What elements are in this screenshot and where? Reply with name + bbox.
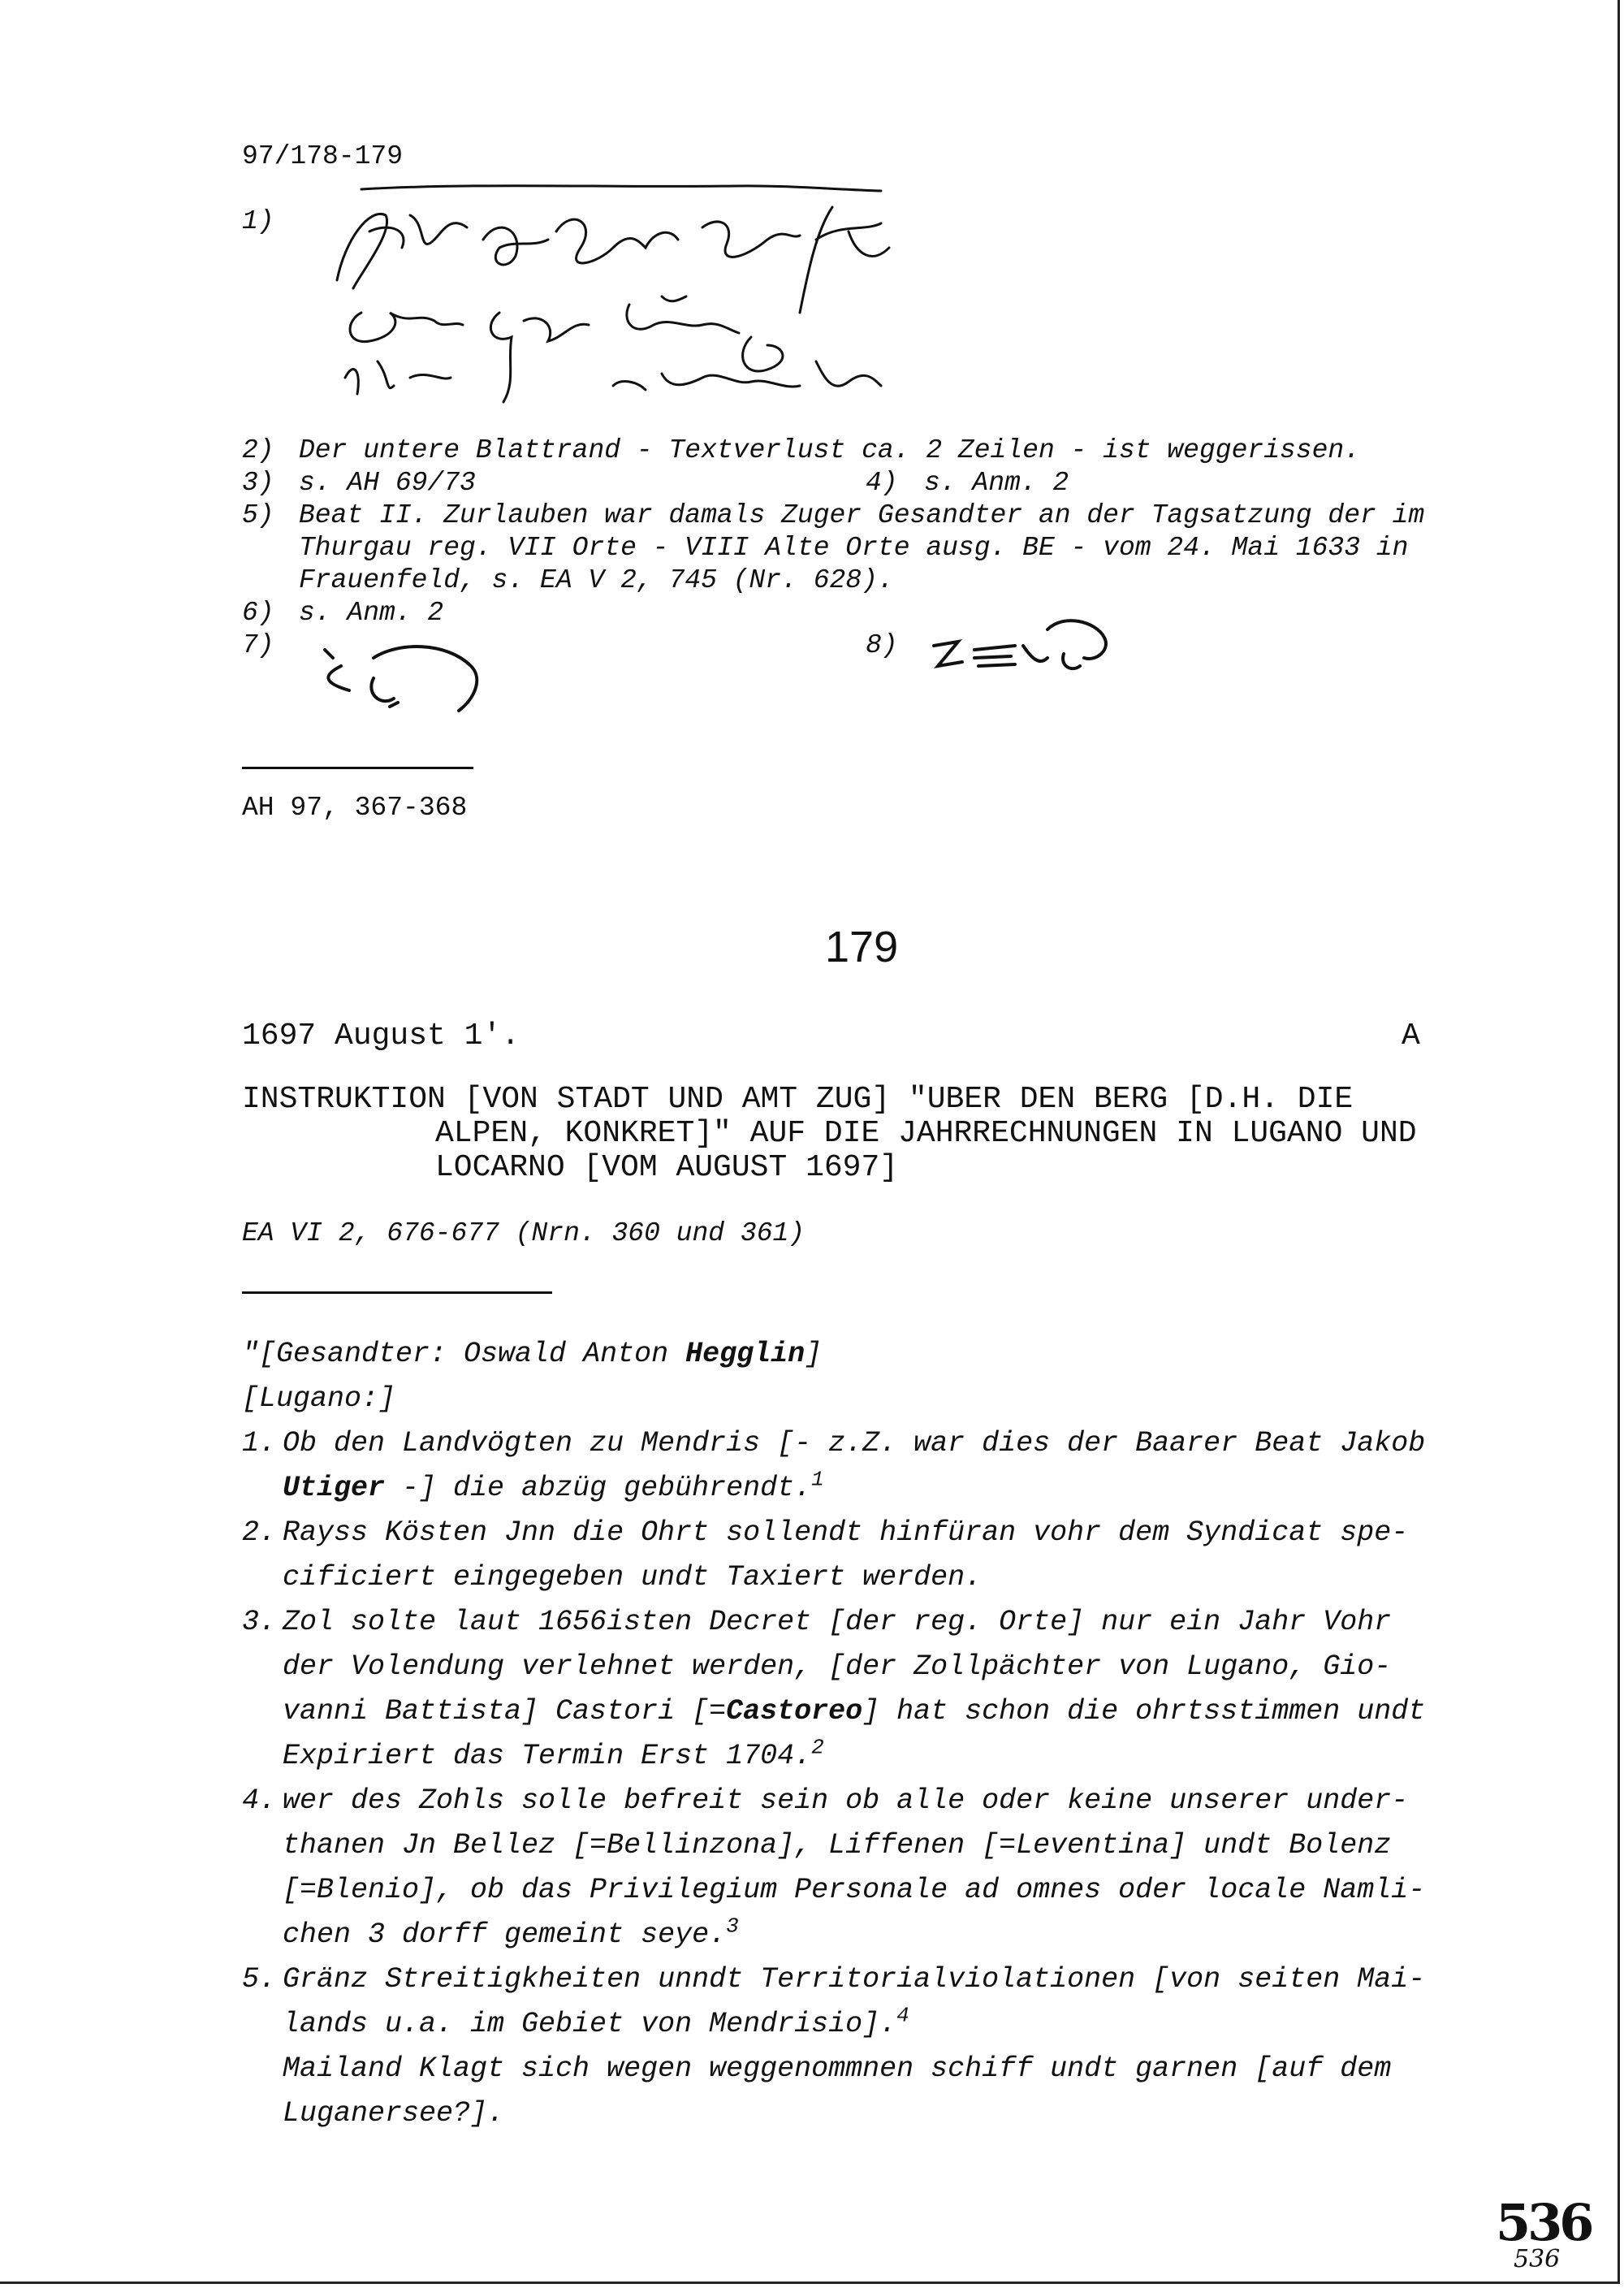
title-line-1: INSTRUKTION [VON STADT UND AMT ZUG] "UBER DEN BERG [D.H. DIE (242, 1082, 1354, 1117)
footnote-ref-3: 3 (726, 1914, 739, 1939)
separator-rule-1 (242, 767, 473, 769)
footnote-6-label: 6) (242, 598, 274, 628)
envoy-line: "[Gesandter: Oswald Anton Hegglin] (242, 1338, 823, 1370)
footnote-5-line-1: Beat II. Zurlauben war damals Zuger Gesandter an der Tagsatzung der im (299, 500, 1425, 530)
list-item-2: 2. Rayss Kösten Jnn die Ohrt sollendt hinfüran vohr dem Syndicat spe- cificiert eingegeben undt Taxiert werden. (242, 1516, 1409, 1594)
list-item-3: 3. Zol solte laut 1656isten Decret [der reg. Orte] nur ein Jahr Vohr der Volendung verlehnet werden, [der Zollpächter von Lugano, Gio- vanni Battista] Castori [=Castoreo] hat schon die ohrtsstimmen undt Expiriert das Termin Erst 1704.$^2$ (242, 1606, 1426, 1772)
title-line-3: LOCARNO [VOM AUGUST 1697] (435, 1150, 899, 1185)
page-stamp: 536 (1496, 2193, 1592, 2252)
list-item-5: 5. Gränz Streitigkheiten unndt Territorialviolationen [von seiten Mai- lands u.a. im Gebiet von Mendrisio].$^4$ Mailand Klagt sich wegen weggenommnen schiff undt garnen [auf dem Luganersee?]. (242, 1963, 1426, 2130)
footnote-1-label: 1) (242, 206, 274, 236)
page-stamp-handwritten: 536 (1514, 2245, 1561, 2273)
footnote-3-label: 3) (242, 468, 274, 498)
footnote-ref-1: 1 (811, 1467, 824, 1492)
footnote-2-text: Der untere Blattrand - Textverlust ca. 2 Zeilen - ist weggerissen. (299, 435, 1361, 465)
list-item-1: 1. Ob den Landvögten zu Mendris [- z.Z. war dies der Baarer Beat Jakob Utiger -] die abzüg gebührendt.$^1$ (242, 1427, 1426, 1504)
footnote-4-text: s. Anm. 2 (924, 468, 1069, 498)
footnote-2-label: 2) (242, 435, 274, 465)
footnote-5-line-3: Frauenfeld, s. EA V 2, 745 (Nr. 628). (299, 565, 894, 595)
handwritten-facsimile-7 (309, 634, 503, 731)
footnote-ref-4: 4 (896, 2003, 909, 2028)
handwritten-facsimile-1 (313, 183, 995, 418)
title-line-2: ALPEN, KONKRET]" AUF DIE JAHRRECHNUNGEN IN LUGANO UND (435, 1116, 1417, 1151)
footnote-5-label: 5) (242, 500, 274, 530)
handwritten-facsimile-8 (926, 609, 1121, 690)
footnote-ref-2: 2 (811, 1735, 824, 1760)
separator-rule-2 (242, 1291, 552, 1294)
footnote-6-text: s. Anm. 2 (299, 598, 444, 628)
footnote-8-label: 8) (866, 630, 898, 660)
name-castoreo: Castoreo (726, 1695, 863, 1728)
footnote-7-label: 7) (242, 630, 274, 660)
list-item-4: 4. wer des Zohls solle befreit sein ob alle oder keine unserer under- thanen Jn Bellez [=Bellinzona], Liffenen [=Leventina] undt Bolenz [=Blenio], ob das Privilegium Personale ad omnes oder locale Namli- chen 3 dorff gemeint seye.$^3$ (242, 1784, 1426, 1951)
source-reference: AH 97, 367-368 (242, 793, 468, 823)
footnote-3-text: s. AH 69/73 (299, 468, 476, 498)
document-letter: A (1402, 1019, 1420, 1053)
footnote-5-line-2: Thurgau reg. VII Orte - VIII Alte Orte ausg. BE - vom 24. Mai 1633 in (299, 533, 1409, 563)
ea-reference: EA VI 2, 676-677 (Nrn. 360 und 361) (242, 1218, 806, 1248)
footnote-4-label: 4) (866, 468, 898, 498)
envoy-name: Hegglin (685, 1338, 806, 1370)
header-reference: 97/178-179 (242, 141, 404, 171)
lugano-heading: [Lugano:] (242, 1382, 396, 1415)
document-number: 179 (825, 923, 899, 971)
name-utiger: Utiger (283, 1472, 386, 1504)
document-date: 1697 August 1'. (242, 1019, 520, 1053)
body-text (242, 1332, 1492, 2136)
